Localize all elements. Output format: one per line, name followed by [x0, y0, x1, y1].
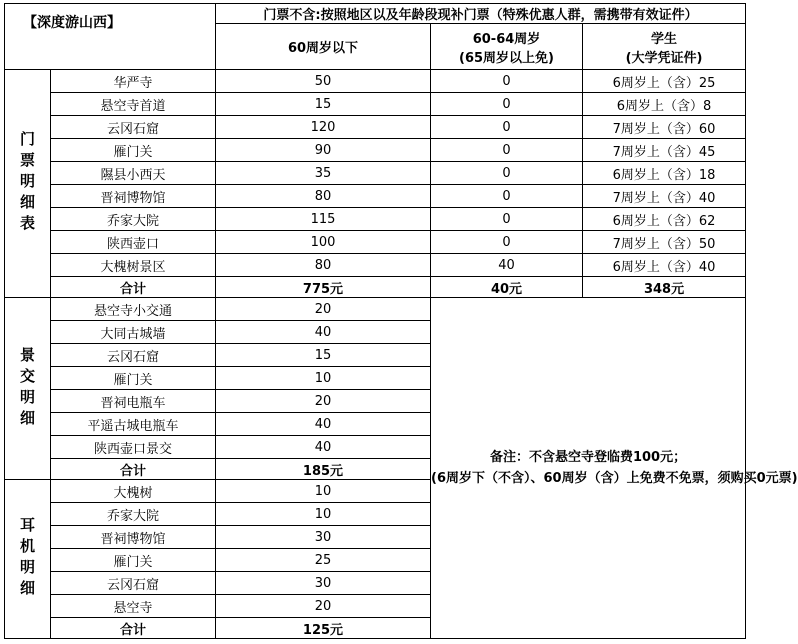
note-line2: (6周岁下（不含）、60周岁（含）上免费不免票，须购买0元票): [431, 471, 798, 486]
transport-section-label: [5, 298, 51, 480]
earphone-price: 10: [216, 503, 431, 526]
transport-item-name: 陕西壶口景交: [51, 436, 216, 459]
price-student: 7周岁上（含）60: [583, 116, 746, 139]
earphone-price: 30: [216, 572, 431, 595]
header-student-line1: 学生: [651, 31, 678, 47]
price-senior: 0: [431, 162, 583, 185]
header-senior: [431, 24, 583, 70]
transport-price: 10: [216, 367, 431, 390]
price-adult: 120: [216, 116, 431, 139]
price-adult: 50: [216, 70, 431, 93]
transport-item-name: 雁门关: [51, 367, 216, 390]
header-senior-line2: (65周岁以上免): [459, 50, 554, 66]
header-student-line2: (大学凭证件): [625, 50, 703, 66]
table-row: [5, 93, 746, 116]
transport-item-name: 悬空寺小交通: [51, 298, 216, 321]
price-senior: 0: [431, 70, 583, 93]
price-student: 6周岁上（含）18: [583, 162, 746, 185]
earphone-price: 20: [216, 595, 431, 618]
price-senior: 40: [431, 254, 583, 277]
note-line1: 备注：不含悬空寺登临费100元；: [489, 450, 687, 465]
transport-item-name: 云冈石窟: [51, 344, 216, 367]
attraction-name: 陕西壶口: [51, 231, 216, 254]
earphone-price: 25: [216, 549, 431, 572]
earphone-site-name: 乔家大院: [51, 503, 216, 526]
tickets-section-label-text: 门票明细表: [18, 131, 36, 236]
transport-price: 20: [216, 298, 431, 321]
table-row: [5, 162, 746, 185]
title-cell: [5, 4, 216, 70]
attraction-name: 乔家大院: [51, 208, 216, 231]
earphones-section-label-text: 耳机明细: [18, 517, 36, 601]
attraction-name: 华严寺: [51, 70, 216, 93]
header-senior-line1: 60-64周岁: [472, 31, 541, 47]
table-row: [5, 185, 746, 208]
total-label: 合计: [51, 459, 216, 480]
attraction-name: 隰县小西天: [51, 162, 216, 185]
price-adult: 115: [216, 208, 431, 231]
earphone-site-name: 大槐树: [51, 480, 216, 503]
price-adult: 90: [216, 139, 431, 162]
price-adult: 80: [216, 185, 431, 208]
table-row: [5, 208, 746, 231]
earphone-price: 10: [216, 480, 431, 503]
price-adult: 100: [216, 231, 431, 254]
attraction-name: 晋祠博物馆: [51, 185, 216, 208]
transport-price: 20: [216, 390, 431, 413]
earphone-site-name: 雁门关: [51, 549, 216, 572]
transport-price: 40: [216, 413, 431, 436]
price-senior: 0: [431, 139, 583, 162]
transport-item-name: 晋祠电瓶车: [51, 390, 216, 413]
price-senior: 0: [431, 93, 583, 116]
transport-item-name: 平遥古城电瓶车: [51, 413, 216, 436]
total-student: 348元: [583, 277, 746, 298]
total-adult: 125元: [216, 618, 431, 639]
attraction-name: 大槐树景区: [51, 254, 216, 277]
price-student: 6周岁上（含）25: [583, 70, 746, 93]
price-student: 6周岁上（含）40: [583, 254, 746, 277]
price-student: 6周岁上（含）62: [583, 208, 746, 231]
total-label: 合计: [51, 618, 216, 639]
price-senior: 0: [431, 116, 583, 139]
header-adult: 60周岁以下: [216, 24, 431, 70]
note-cell: [431, 298, 798, 639]
price-adult: 80: [216, 254, 431, 277]
earphone-site-name: 悬空寺: [51, 595, 216, 618]
price-student: 6周岁上（含）8: [583, 93, 746, 116]
attraction-name: 雁门关: [51, 139, 216, 162]
table-title: 【深度游山西】: [23, 15, 121, 31]
total-adult: 185元: [216, 459, 431, 480]
transport-section-label-text: 景交明细: [18, 346, 36, 431]
total-senior: 40元: [431, 277, 583, 298]
earphone-site-name: 云冈石窟: [51, 572, 216, 595]
price-student: 7周岁上（含）40: [583, 185, 746, 208]
price-table: [4, 3, 798, 639]
price-student: 7周岁上（含）50: [583, 231, 746, 254]
table-row: [5, 139, 746, 162]
top-notice: 门票不含:按照地区以及年龄段现补门票（特殊优惠人群，需携带有效证件）: [216, 4, 746, 24]
price-senior: 0: [431, 208, 583, 231]
table-row: [5, 231, 746, 254]
table-row: [5, 70, 746, 93]
earphone-price: 30: [216, 526, 431, 549]
price-student: 7周岁上（含）45: [583, 139, 746, 162]
transport-item-name: 大同古城墙: [51, 321, 216, 344]
transport-price: 40: [216, 436, 431, 459]
table-row: [5, 298, 746, 321]
attraction-name: 云冈石窟: [51, 116, 216, 139]
attraction-name: 悬空寺首道: [51, 93, 216, 116]
price-senior: 0: [431, 231, 583, 254]
price-adult: 35: [216, 162, 431, 185]
header-student: [583, 24, 746, 70]
total-row: [5, 277, 746, 298]
earphone-site-name: 晋祠博物馆: [51, 526, 216, 549]
price-adult: 15: [216, 93, 431, 116]
transport-price: 40: [216, 321, 431, 344]
total-label: 合计: [51, 277, 216, 298]
total-adult: 775元: [216, 277, 431, 298]
tickets-section-label: [5, 70, 51, 298]
table-row: [5, 254, 746, 277]
earphones-section-label: [5, 480, 51, 639]
transport-price: 15: [216, 344, 431, 367]
table-row: [5, 116, 746, 139]
price-senior: 0: [431, 185, 583, 208]
